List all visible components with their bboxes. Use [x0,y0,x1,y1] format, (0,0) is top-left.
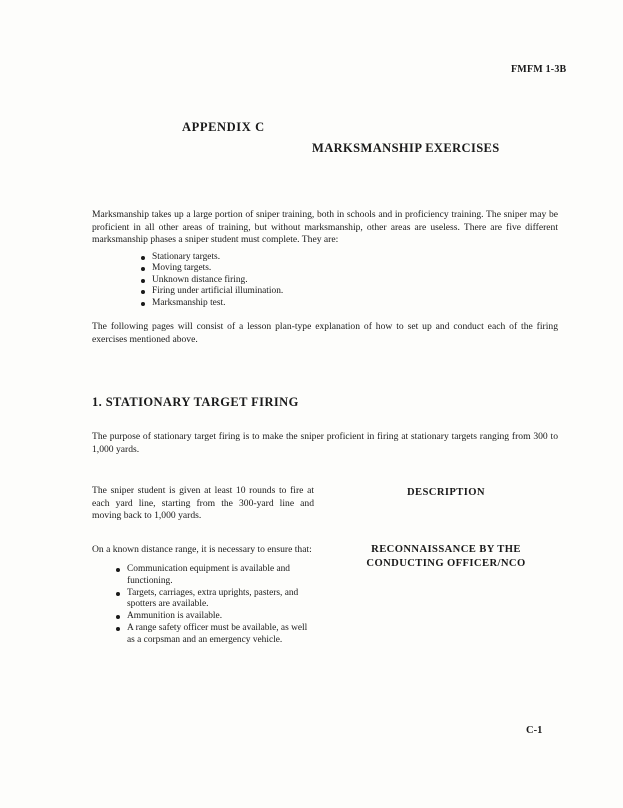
appendix-label: APPENDIX C [182,120,265,134]
rounds-paragraph: The sniper student is given at least 10 rounds to fire at each yard line, starting from the 300-yard line and moving back to 1,000 yards. [92,485,314,521]
reconnaissance-heading: RECONNAISSANCE BY THE CONDUCTING OFFICER/NCO [366,544,526,569]
phase-list [139,252,283,309]
list-item: Targets, carriages, extra uprights, pasters, and spotters are available. [114,588,316,612]
known-range-paragraph: On a known distance range, it is necessary to ensure that: [92,544,312,555]
following-paragraph: The following pages will consist of a lesson plan-type explanation of how to set up and conduct each of the firing exercises mentioned above. [92,321,558,345]
list-item: Ammunition is available. [114,611,316,623]
purpose-paragraph: The purpose of stationary target firing is to make the sniper proficient in firing at stationary targets ranging from 300 to 1,000 yards. [92,431,558,455]
page-title: MARKSMANSHIP EXERCISES [312,141,500,155]
range-checklist [114,564,316,647]
list-item: Moving targets. [139,263,283,274]
list-item: Firing under artificial illumination. [139,286,283,297]
list-item: Marksmanship test. [139,298,283,309]
section-heading: 1. STATIONARY TARGET FIRING [92,395,299,409]
list-item: Stationary targets. [139,252,283,263]
page-number: C-1 [526,725,543,736]
list-item: A range safety officer must be available, as well as a corpsman and an emergency vehicle. [114,623,316,647]
document-id: FMFM 1-3B [511,64,567,75]
list-item: Unknown distance firing. [139,275,283,286]
description-heading: DESCRIPTION [407,487,485,498]
list-item: Communication equipment is available and functioning. [114,564,316,588]
intro-paragraph: Marksmanship takes up a large portion of sniper training, both in schools and in proficiency training. The sniper may be proficient in all other areas of training, but without marksmanship, other areas are useless. There are five different marksmanship phases a sniper student must complete. They are: [92,209,558,245]
